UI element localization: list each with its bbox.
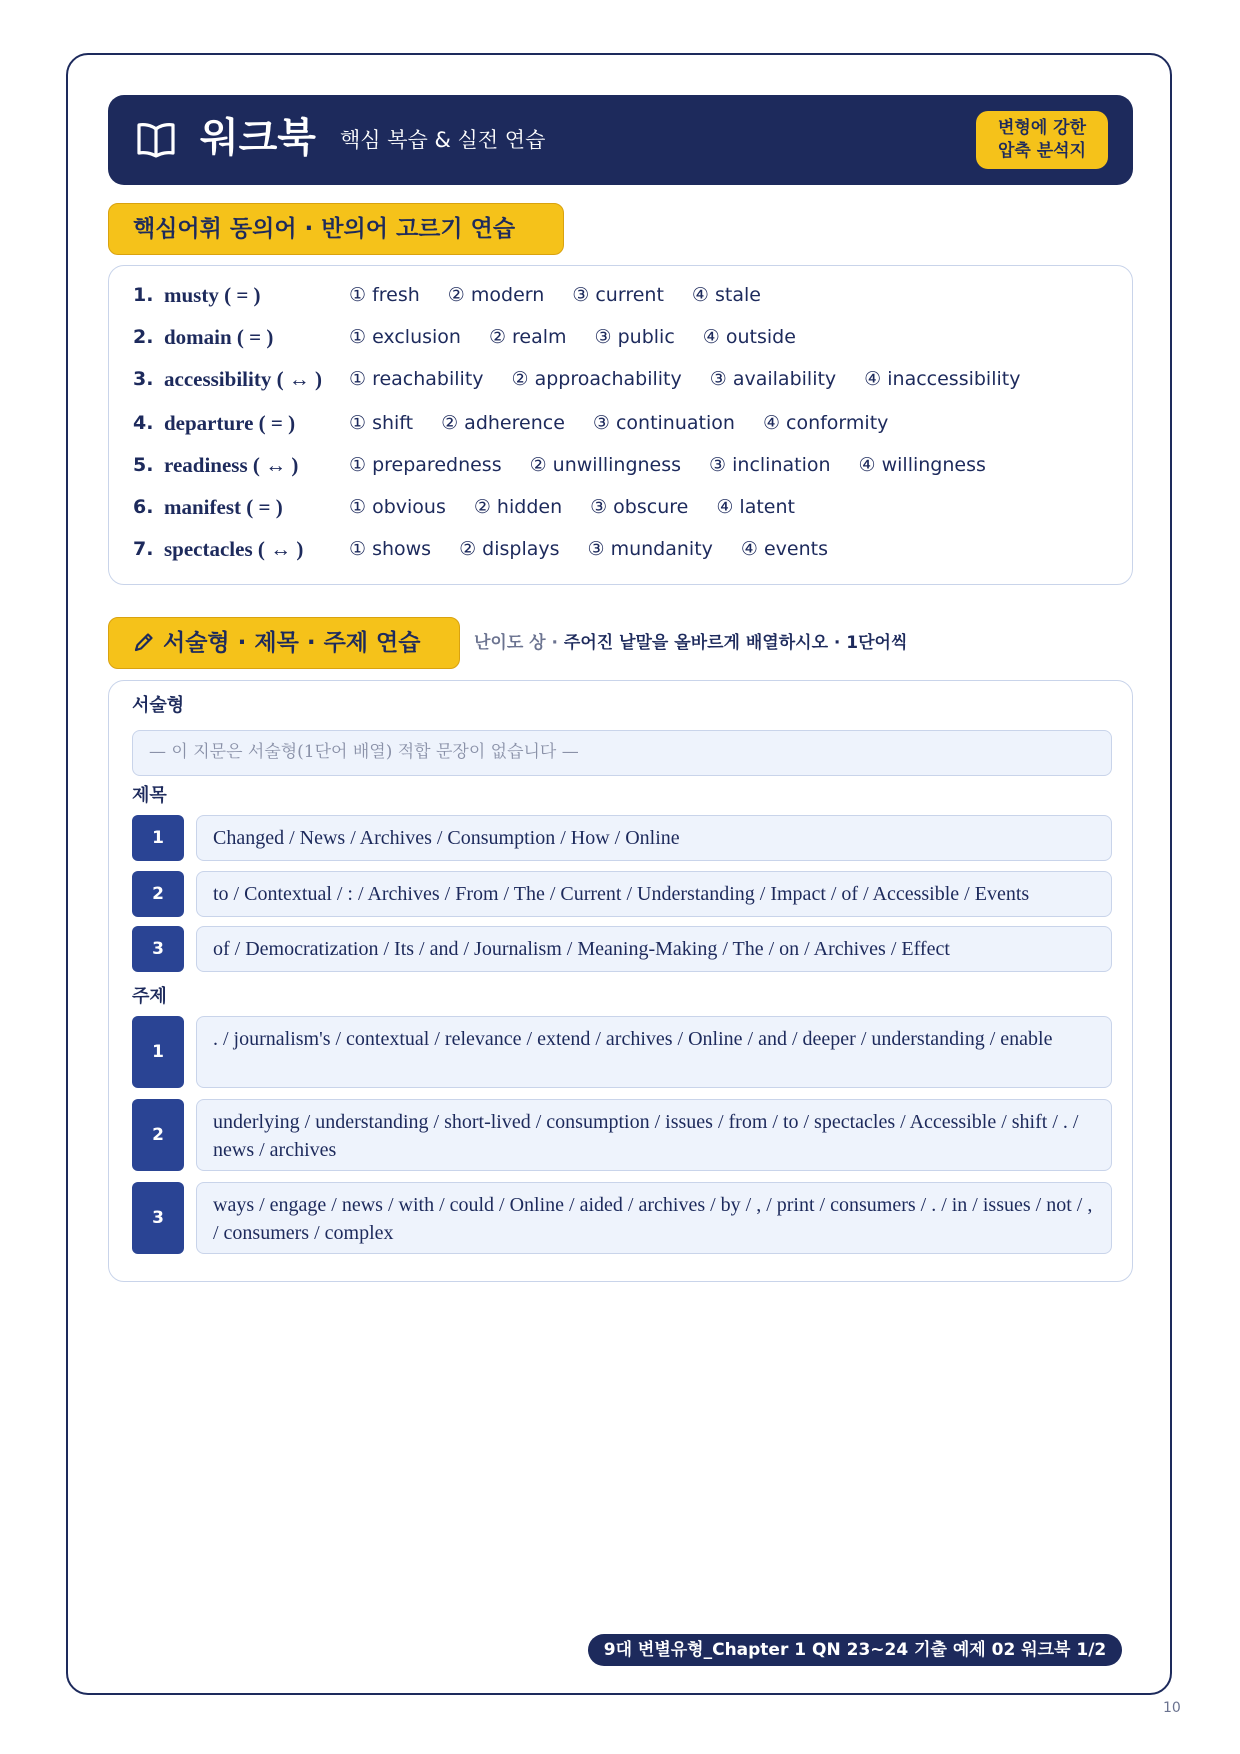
title-question (132, 871, 1112, 917)
question-number: 3 (132, 926, 184, 972)
vocab-number: 2. (133, 326, 154, 348)
difficulty-label: 난이도 상 · (474, 633, 564, 653)
vocab-option[interactable]: ③ public (594, 326, 675, 348)
pencil-icon (133, 631, 155, 653)
vocab-option[interactable]: ① reachability (349, 368, 484, 390)
vocab-options (349, 406, 888, 440)
vocab-option[interactable]: ② adherence (441, 412, 565, 434)
word-arrangement-box[interactable]: to / Contextual / : / Archives / From / The / Current / Understanding / Impact / of / Accessible / Events (196, 871, 1112, 917)
title-label: 제목 (132, 785, 167, 806)
vocab-row (133, 490, 1123, 524)
vocab-option[interactable]: ② modern (447, 284, 545, 306)
theme-question (132, 1182, 1112, 1254)
vocab-section-label: 핵심어휘 동의어 · 반의어 고르기 연습 (108, 203, 564, 255)
vocab-option[interactable]: ③ availability (709, 368, 837, 390)
vocab-option[interactable]: ② hidden (473, 496, 563, 518)
vocab-option[interactable]: ② displays (459, 538, 560, 560)
vocab-word: departure ( = ) (164, 411, 296, 435)
header-title: 워크북 (200, 115, 316, 161)
badge-line-1: 변형에 강한 (997, 118, 1087, 138)
writing-section-note (474, 630, 907, 656)
vocab-option[interactable]: ③ obscure (590, 496, 689, 518)
vocab-row (133, 362, 1123, 396)
vocab-word: musty ( = ) (164, 283, 261, 307)
word-arrangement-box[interactable]: Changed / News / Archives / Consumption / How / Online (196, 815, 1112, 861)
writing-section-title: 서술형 · 제목 · 주제 연습 (163, 630, 421, 656)
vocab-option[interactable]: ③ inclination (709, 454, 831, 476)
vocab-option[interactable]: ④ conformity (762, 412, 889, 434)
writing-section-label (108, 617, 460, 669)
vocab-word: domain ( = ) (164, 325, 274, 349)
vocab-option[interactable]: ① shows (349, 538, 432, 560)
vocab-word: manifest ( = ) (164, 495, 283, 519)
theme-question (132, 1099, 1112, 1171)
vocab-number: 3. (133, 368, 154, 390)
vocab-number: 6. (133, 496, 154, 518)
descriptive-label: 서술형 (132, 695, 185, 716)
header-subtitle: 핵심 복습 & 실전 연습 (340, 128, 546, 152)
question-number: 2 (132, 1099, 184, 1171)
vocab-option[interactable]: ④ outside (702, 326, 796, 348)
word-arrangement-box[interactable]: . / journalism's / contextual / relevance / extend / archives / Online / and / deeper / understanding / enable (196, 1016, 1112, 1088)
vocab-option[interactable]: ② realm (488, 326, 567, 348)
vocab-options (349, 490, 795, 524)
workbook-header (108, 95, 1133, 185)
vocab-option[interactable]: ① fresh (349, 284, 420, 306)
header-badge (976, 111, 1108, 169)
question-number: 1 (132, 815, 184, 861)
page-number: 10 (1163, 1700, 1181, 1716)
vocab-option[interactable]: ④ willingness (858, 454, 986, 476)
vocab-panel (108, 265, 1133, 585)
vocab-number: 7. (133, 538, 154, 560)
question-number: 1 (132, 1016, 184, 1088)
vocab-option[interactable]: ② approachability (511, 368, 682, 390)
question-number: 2 (132, 871, 184, 917)
vocab-row (133, 532, 1123, 566)
title-question (132, 926, 1112, 972)
vocab-option[interactable]: ③ current (572, 284, 664, 306)
vocab-option[interactable]: ④ latent (716, 496, 795, 518)
vocab-options (349, 448, 986, 482)
vocab-row (133, 448, 1123, 482)
theme-question (132, 1016, 1112, 1088)
vocab-word: spectacles ( ↔ ) (164, 537, 304, 561)
vocab-options (349, 532, 828, 566)
footer-label: 9대 변별유형_Chapter 1 QN 23~24 기출 예제 02 워크북 1/2 (588, 1634, 1122, 1666)
vocab-option[interactable]: ④ events (740, 538, 828, 560)
vocab-option[interactable]: ① preparedness (349, 454, 502, 476)
vocab-options (349, 362, 1020, 396)
vocab-number: 5. (133, 454, 154, 476)
vocab-options (349, 278, 761, 312)
vocab-option[interactable]: ① obvious (349, 496, 446, 518)
instruction-text: 주어진 낱말을 올바르게 배열하시오 · 1단어씩 (563, 633, 908, 653)
title-question (132, 815, 1112, 861)
vocab-option[interactable]: ② unwillingness (529, 454, 682, 476)
word-arrangement-box[interactable]: underlying / understanding / short-lived / consumption / issues / from / to / spectacles / Accessible / shift / . / news / archives (196, 1099, 1112, 1171)
vocab-option[interactable]: ④ stale (691, 284, 761, 306)
vocab-word: accessibility ( ↔ ) (164, 367, 323, 391)
vocab-number: 1. (133, 284, 154, 306)
vocab-row (133, 320, 1123, 354)
badge-line-2: 압축 분석지 (997, 141, 1087, 161)
word-arrangement-box[interactable]: of / Democratization / Its / and / Journalism / Meaning-Making / The / on / Archives / Effect (196, 926, 1112, 972)
vocab-option[interactable]: ① exclusion (349, 326, 461, 348)
vocab-option[interactable]: ③ mundanity (587, 538, 713, 560)
vocab-options (349, 320, 796, 354)
descriptive-box: — 이 지문은 서술형(1단어 배열) 적합 문장이 없습니다 — (132, 730, 1112, 776)
question-number: 3 (132, 1182, 184, 1254)
open-book-icon (136, 121, 176, 159)
vocab-row (133, 406, 1123, 440)
vocab-row (133, 278, 1123, 312)
theme-label: 주제 (132, 986, 167, 1007)
word-arrangement-box[interactable]: ways / engage / news / with / could / Online / aided / archives / by / , / print / consumers / . / in / issues / not / , / consumers / complex (196, 1182, 1112, 1254)
vocab-number: 4. (133, 412, 154, 434)
vocab-option[interactable]: ④ inaccessibility (864, 368, 1021, 390)
vocab-option[interactable]: ③ continuation (592, 412, 735, 434)
vocab-option[interactable]: ① shift (349, 412, 414, 434)
vocab-word: readiness ( ↔ ) (164, 453, 299, 477)
